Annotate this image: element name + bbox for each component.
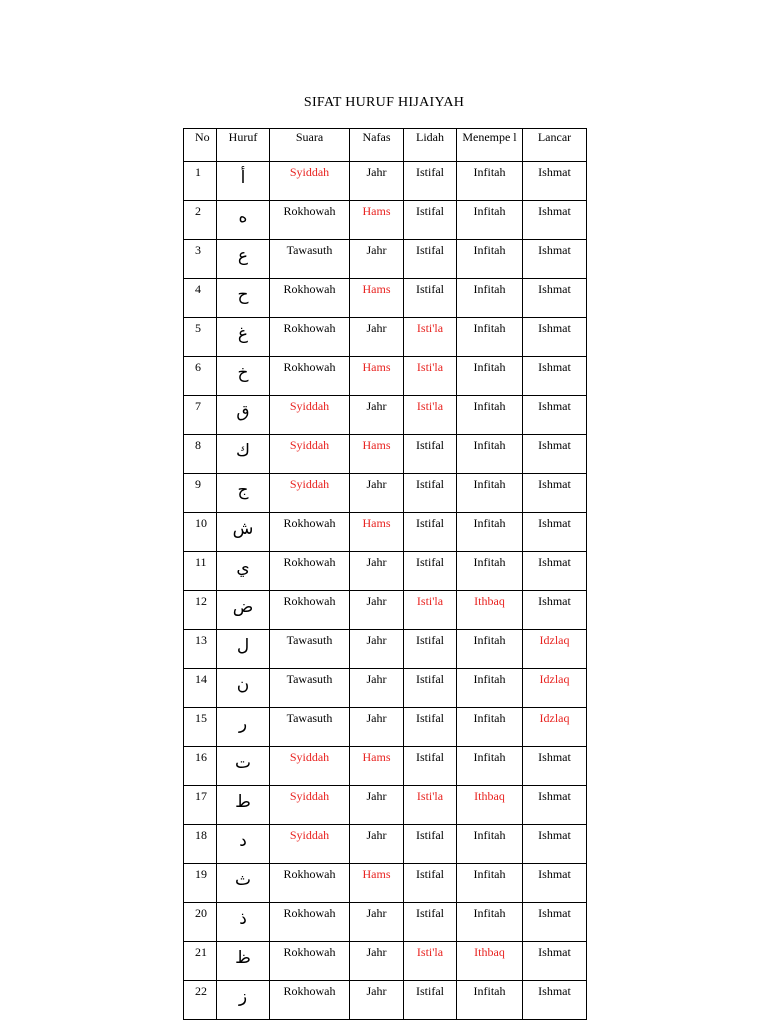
cell-lancar: Ishmat [523,357,587,396]
cell-lancar: Ishmat [523,786,587,825]
cell-huruf: ض [217,591,270,630]
cell-no: 4 [184,279,217,318]
table-row [184,357,587,396]
header-row [184,129,587,162]
cell-huruf: ك [217,435,270,474]
cell-suara: Rokhowah [270,357,350,396]
cell-nafas: Hams [350,864,404,903]
cell-suara: Rokhowah [270,279,350,318]
cell-huruf: ع [217,240,270,279]
page-title: SIFAT HURUF HIJAIYAH [303,95,465,110]
cell-lidah: Isti'la [404,942,457,981]
cell-huruf: ث [217,864,270,903]
cell-lidah: Istifal [404,240,457,279]
cell-suara: Rokhowah [270,552,350,591]
cell-nafas: Jahr [350,162,404,201]
cell-menempel: Infitah [457,552,523,591]
table-row [184,201,587,240]
cell-no: 7 [184,396,217,435]
cell-no: 20 [184,903,217,942]
cell-suara: Tawasuth [270,708,350,747]
cell-suara: Rokhowah [270,318,350,357]
cell-menempel: Infitah [457,825,523,864]
cell-nafas: Hams [350,435,404,474]
cell-lancar: Ishmat [523,240,587,279]
table-row [184,396,587,435]
cell-menempel: Infitah [457,435,523,474]
table-body [184,162,587,1020]
cell-huruf: ر [217,708,270,747]
cell-menempel: Infitah [457,162,523,201]
cell-lancar: Ishmat [523,162,587,201]
table-row [184,747,587,786]
header-lidah: Lidah [404,129,457,162]
table-row [184,669,587,708]
cell-no: 6 [184,357,217,396]
header-nafas: Nafas [350,129,404,162]
cell-lancar: Ishmat [523,474,587,513]
cell-huruf: أ [217,162,270,201]
cell-menempel: Infitah [457,279,523,318]
cell-suara: Tawasuth [270,240,350,279]
cell-huruf: د [217,825,270,864]
cell-lidah: Istifal [404,903,457,942]
cell-lancar: Ishmat [523,591,587,630]
cell-lidah: Istifal [404,630,457,669]
cell-lidah: Istifal [404,162,457,201]
cell-no: 3 [184,240,217,279]
cell-lancar: Ishmat [523,903,587,942]
cell-huruf: غ [217,318,270,357]
cell-lancar: Ishmat [523,435,587,474]
cell-nafas: Jahr [350,903,404,942]
cell-nafas: Jahr [350,786,404,825]
cell-nafas: Jahr [350,396,404,435]
sifat-huruf-table [183,128,587,1020]
table-row [184,513,587,552]
cell-nafas: Jahr [350,942,404,981]
cell-menempel: Infitah [457,669,523,708]
cell-no: 19 [184,864,217,903]
cell-nafas: Hams [350,747,404,786]
table-row [184,903,587,942]
cell-lancar: Ishmat [523,864,587,903]
cell-lidah: Istifal [404,981,457,1020]
cell-huruf: ز [217,981,270,1020]
cell-suara: Syiddah [270,396,350,435]
cell-menempel: Infitah [457,513,523,552]
cell-no: 12 [184,591,217,630]
cell-lidah: Istifal [404,669,457,708]
cell-menempel: Infitah [457,903,523,942]
cell-lancar: Ishmat [523,201,587,240]
cell-menempel: Infitah [457,708,523,747]
cell-suara: Rokhowah [270,201,350,240]
table-row [184,981,587,1020]
cell-nafas: Jahr [350,630,404,669]
cell-huruf: ش [217,513,270,552]
cell-no: 15 [184,708,217,747]
cell-nafas: Hams [350,513,404,552]
cell-lidah: Istifal [404,279,457,318]
cell-suara: Rokhowah [270,981,350,1020]
cell-lidah: Isti'la [404,357,457,396]
cell-menempel: Ithbaq [457,591,523,630]
header-menempel: Menempe l [457,129,523,162]
table-row [184,552,587,591]
cell-lancar: Ishmat [523,942,587,981]
cell-no: 11 [184,552,217,591]
cell-no: 14 [184,669,217,708]
cell-suara: Rokhowah [270,903,350,942]
cell-lidah: Istifal [404,747,457,786]
cell-nafas: Jahr [350,318,404,357]
cell-lidah: Istifal [404,708,457,747]
table-row [184,279,587,318]
cell-menempel: Infitah [457,201,523,240]
cell-suara: Tawasuth [270,630,350,669]
cell-huruf: ج [217,474,270,513]
cell-suara: Rokhowah [270,942,350,981]
table-row [184,825,587,864]
cell-nafas: Jahr [350,240,404,279]
cell-nafas: Hams [350,357,404,396]
table-header [184,129,587,162]
cell-huruf: ق [217,396,270,435]
cell-suara: Rokhowah [270,513,350,552]
table-row [184,162,587,201]
table-row [184,435,587,474]
cell-huruf: ح [217,279,270,318]
cell-menempel: Infitah [457,240,523,279]
cell-no: 13 [184,630,217,669]
table-row [184,630,587,669]
cell-huruf: ط [217,786,270,825]
cell-lancar: Ishmat [523,318,587,357]
cell-no: 2 [184,201,217,240]
cell-lidah: Isti'la [404,396,457,435]
cell-huruf: ل [217,630,270,669]
cell-nafas: Jahr [350,591,404,630]
cell-menempel: Ithbaq [457,786,523,825]
cell-suara: Syiddah [270,162,350,201]
cell-lidah: Isti'la [404,591,457,630]
cell-menempel: Infitah [457,981,523,1020]
table-row [184,708,587,747]
cell-no: 9 [184,474,217,513]
cell-nafas: Jahr [350,708,404,747]
cell-lancar: Ishmat [523,981,587,1020]
cell-lancar: Idzlaq [523,708,587,747]
cell-nafas: Jahr [350,981,404,1020]
cell-lancar: Idzlaq [523,630,587,669]
cell-menempel: Infitah [457,396,523,435]
cell-lidah: Isti'la [404,786,457,825]
cell-menempel: Infitah [457,474,523,513]
table-row [184,474,587,513]
cell-lancar: Ishmat [523,825,587,864]
cell-no: 10 [184,513,217,552]
cell-menempel: Ithbaq [457,942,523,981]
cell-lidah: Istifal [404,201,457,240]
cell-menempel: Infitah [457,630,523,669]
cell-huruf: ي [217,552,270,591]
cell-menempel: Infitah [457,864,523,903]
cell-huruf: ه [217,201,270,240]
cell-lancar: Ishmat [523,747,587,786]
cell-no: 8 [184,435,217,474]
cell-nafas: Jahr [350,825,404,864]
cell-menempel: Infitah [457,318,523,357]
cell-huruf: ت [217,747,270,786]
cell-nafas: Hams [350,201,404,240]
cell-lancar: Ishmat [523,279,587,318]
header-huruf: Huruf [217,129,270,162]
cell-no: 18 [184,825,217,864]
cell-no: 5 [184,318,217,357]
cell-lidah: Isti'la [404,318,457,357]
cell-lancar: Ishmat [523,513,587,552]
cell-huruf: ن [217,669,270,708]
cell-huruf: خ [217,357,270,396]
cell-suara: Rokhowah [270,591,350,630]
cell-huruf: ظ [217,942,270,981]
cell-suara: Syiddah [270,786,350,825]
table-row [184,318,587,357]
cell-no: 17 [184,786,217,825]
cell-nafas: Jahr [350,669,404,708]
cell-menempel: Infitah [457,747,523,786]
cell-suara: Syiddah [270,825,350,864]
cell-menempel: Infitah [457,357,523,396]
table-row [184,864,587,903]
cell-huruf: ذ [217,903,270,942]
table-row [184,942,587,981]
cell-no: 16 [184,747,217,786]
cell-lidah: Istifal [404,552,457,591]
cell-nafas: Jahr [350,552,404,591]
cell-no: 1 [184,162,217,201]
cell-suara: Syiddah [270,435,350,474]
cell-nafas: Hams [350,279,404,318]
cell-suara: Syiddah [270,747,350,786]
cell-lancar: Ishmat [523,552,587,591]
table-row [184,591,587,630]
cell-suara: Tawasuth [270,669,350,708]
cell-no: 21 [184,942,217,981]
cell-lancar: Idzlaq [523,669,587,708]
cell-lancar: Ishmat [523,396,587,435]
cell-lidah: Istifal [404,474,457,513]
cell-lidah: Istifal [404,864,457,903]
header-no: No [184,129,217,162]
table-row [184,240,587,279]
cell-no: 22 [184,981,217,1020]
cell-nafas: Jahr [350,474,404,513]
cell-suara: Syiddah [270,474,350,513]
cell-lidah: Istifal [404,513,457,552]
cell-lidah: Istifal [404,435,457,474]
header-suara: Suara [270,129,350,162]
cell-lidah: Istifal [404,825,457,864]
header-lancar: Lancar [523,129,587,162]
table-row [184,786,587,825]
cell-suara: Rokhowah [270,864,350,903]
